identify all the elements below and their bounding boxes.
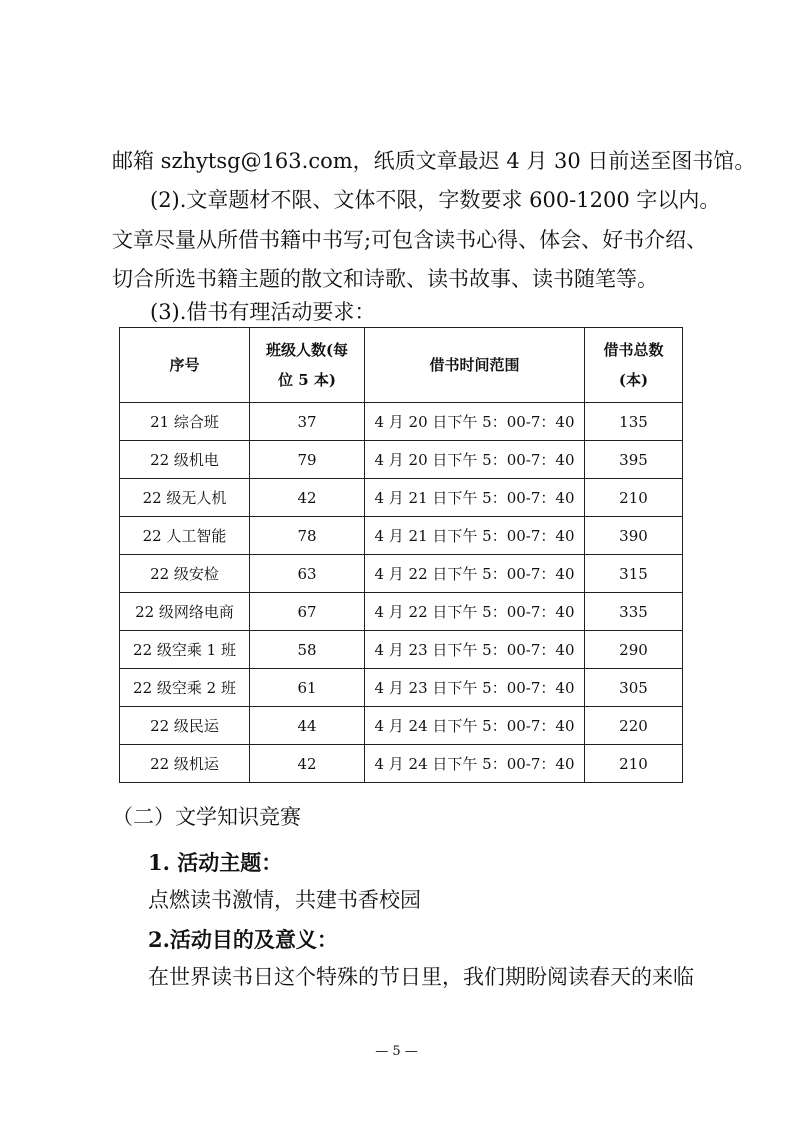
activity-theme-title: 1. 活动主题：	[148, 850, 283, 875]
table-header-row	[120, 328, 683, 403]
paragraph-writing-genres: 切合所选书籍主题的散文和诗歌、读书故事、读书随笔等。	[112, 267, 658, 291]
cell-borrow-time: 4 月 23 日下午 5：00-7：40	[365, 631, 585, 669]
cell-student-count: 58	[250, 631, 365, 669]
cell-class-name: 22 级机运	[120, 745, 250, 783]
cell-borrow-total: 305	[585, 669, 683, 707]
cell-borrow-time: 4 月 22 日下午 5：00-7：40	[365, 593, 585, 631]
cell-borrow-total: 315	[585, 555, 683, 593]
paragraph-writing-source: 文章尽量从所借书籍中书写;可包含读书心得、体会、好书介绍、	[112, 228, 708, 252]
cell-borrow-time: 4 月 20 日下午 5：00-7：40	[365, 403, 585, 441]
cell-class-name: 22 级空乘 1 班	[120, 631, 250, 669]
cell-borrow-total: 210	[585, 745, 683, 783]
paragraph-topic-requirement: (2).文章题材不限、文体不限，字数要求 600-1200 字以内。	[150, 188, 721, 212]
header-student-count	[250, 328, 365, 403]
cell-class-name: 22 级民运	[120, 707, 250, 745]
page-number: — 5 —	[375, 1044, 418, 1059]
header-student-count-line1: 班级人数(每	[265, 341, 349, 359]
borrow-schedule-table	[119, 327, 683, 783]
cell-class-name: 22 级网络电商	[120, 593, 250, 631]
cell-student-count: 61	[250, 669, 365, 707]
cell-borrow-time: 4 月 21 日下午 5：00-7：40	[365, 517, 585, 555]
cell-class-name: 22 级无人机	[120, 479, 250, 517]
cell-student-count: 67	[250, 593, 365, 631]
cell-borrow-total: 135	[585, 403, 683, 441]
table-row	[120, 479, 683, 517]
cell-borrow-total: 390	[585, 517, 683, 555]
cell-student-count: 78	[250, 517, 365, 555]
table-row	[120, 669, 683, 707]
table-row	[120, 517, 683, 555]
cell-borrow-time: 4 月 20 日下午 5：00-7：40	[365, 441, 585, 479]
cell-student-count: 42	[250, 479, 365, 517]
header-borrow-total	[585, 328, 683, 403]
cell-class-name: 22 人工智能	[120, 517, 250, 555]
cell-student-count: 44	[250, 707, 365, 745]
section-heading-literature-contest: （二）文学知识竞赛	[112, 805, 301, 829]
table-row	[120, 631, 683, 669]
cell-student-count: 63	[250, 555, 365, 593]
activity-theme-text: 点燃读书激情，共建书香校园	[148, 888, 421, 912]
cell-class-name: 22 级安检	[120, 555, 250, 593]
cell-borrow-time: 4 月 23 日下午 5：00-7：40	[365, 669, 585, 707]
table-row	[120, 745, 683, 783]
cell-class-name: 22 级空乘 2 班	[120, 669, 250, 707]
cell-student-count: 42	[250, 745, 365, 783]
table-row	[120, 555, 683, 593]
cell-borrow-total: 290	[585, 631, 683, 669]
header-borrow-time: 借书时间范围	[365, 328, 585, 403]
table-row	[120, 707, 683, 745]
paragraph-borrow-requirement: (3).借书有理活动要求：	[150, 300, 376, 324]
header-class-name: 序号	[120, 328, 250, 403]
cell-student-count: 37	[250, 403, 365, 441]
cell-borrow-time: 4 月 24 日下午 5：00-7：40	[365, 707, 585, 745]
cell-class-name: 21 综合班	[120, 403, 250, 441]
cell-borrow-time: 4 月 22 日下午 5：00-7：40	[365, 555, 585, 593]
cell-class-name: 22 级机电	[120, 441, 250, 479]
table-row	[120, 441, 683, 479]
header-borrow-total-line2: (本)	[618, 371, 649, 389]
table-row	[120, 403, 683, 441]
cell-borrow-total: 210	[585, 479, 683, 517]
header-borrow-total-line1: 借书总数	[603, 341, 664, 359]
table-row	[120, 593, 683, 631]
activity-purpose-text: 在世界读书日这个特殊的节日里，我们期盼阅读春天的来临	[148, 965, 694, 989]
cell-borrow-time: 4 月 24 日下午 5：00-7：40	[365, 745, 585, 783]
activity-purpose-title: 2.活动目的及意义：	[148, 927, 338, 952]
paragraph-email: 邮箱 szhytsg@163.com，纸质文章最迟 4 月 30 日前送至图书馆。	[112, 149, 756, 173]
cell-borrow-total: 335	[585, 593, 683, 631]
header-student-count-line2: 位 5 本)	[278, 371, 336, 389]
cell-borrow-time: 4 月 21 日下午 5：00-7：40	[365, 479, 585, 517]
cell-student-count: 79	[250, 441, 365, 479]
cell-borrow-total: 395	[585, 441, 683, 479]
cell-borrow-total: 220	[585, 707, 683, 745]
